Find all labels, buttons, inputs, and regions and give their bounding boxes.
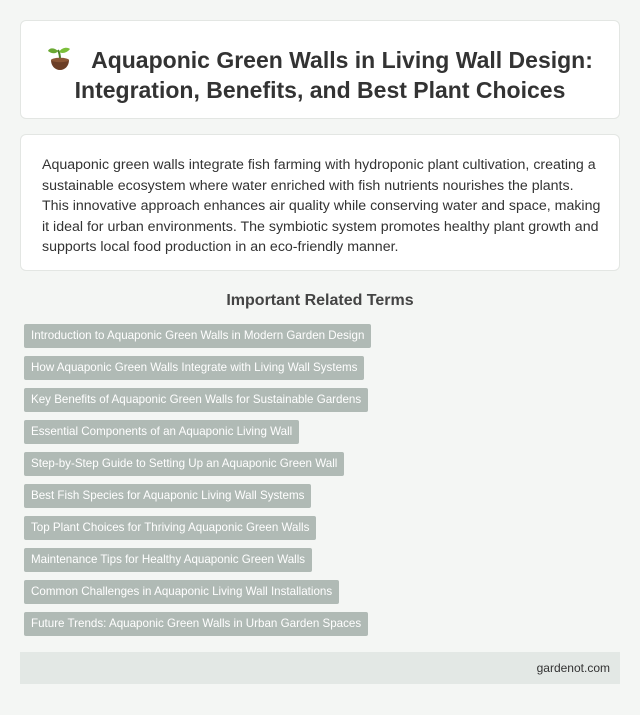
page-title-text: Aquaponic Green Walls in Living Wall Design: Integration, Benefits, and Best Plant Choices — [74, 47, 593, 103]
footer-site-link[interactable]: gardenot.com — [536, 661, 610, 675]
title-card — [20, 20, 620, 119]
intro-card — [20, 134, 620, 271]
related-term-link[interactable]: Step-by-Step Guide to Setting Up an Aquaponic Green Wall — [24, 452, 344, 476]
intro-paragraph: Aquaponic green walls integrate fish farming with hydroponic plant cultivation, creating a sustainable ecosystem where water enriched with fish nutrients nourishes the plants. This innovative approach enhances air quality while conserving water and space, making it ideal for urban environments. The symbiotic system promotes healthy plant growth and supports local food production in an eco-friendly manner. — [42, 157, 601, 255]
sprout-icon — [47, 45, 73, 71]
related-terms-list — [24, 324, 371, 644]
related-term-link[interactable]: Top Plant Choices for Thriving Aquaponic Green Walls — [24, 516, 316, 540]
related-term-link[interactable]: Key Benefits of Aquaponic Green Walls for Sustainable Gardens — [24, 388, 368, 412]
related-terms-heading: Important Related Terms — [226, 292, 414, 309]
footer — [20, 652, 620, 684]
related-term-link[interactable]: How Aquaponic Green Walls Integrate with Living Wall Systems — [24, 356, 364, 380]
related-term-link[interactable]: Future Trends: Aquaponic Green Walls in Urban Garden Spaces — [24, 612, 368, 636]
related-term-link[interactable]: Introduction to Aquaponic Green Walls in Modern Garden Design — [24, 324, 371, 348]
related-term-link[interactable]: Maintenance Tips for Healthy Aquaponic Green Walls — [24, 548, 312, 572]
related-term-link[interactable]: Best Fish Species for Aquaponic Living Wall Systems — [24, 484, 311, 508]
page-title — [21, 45, 619, 105]
related-term-link[interactable]: Common Challenges in Aquaponic Living Wall Installations — [24, 580, 339, 604]
related-term-link[interactable]: Essential Components of an Aquaponic Living Wall — [24, 420, 299, 444]
